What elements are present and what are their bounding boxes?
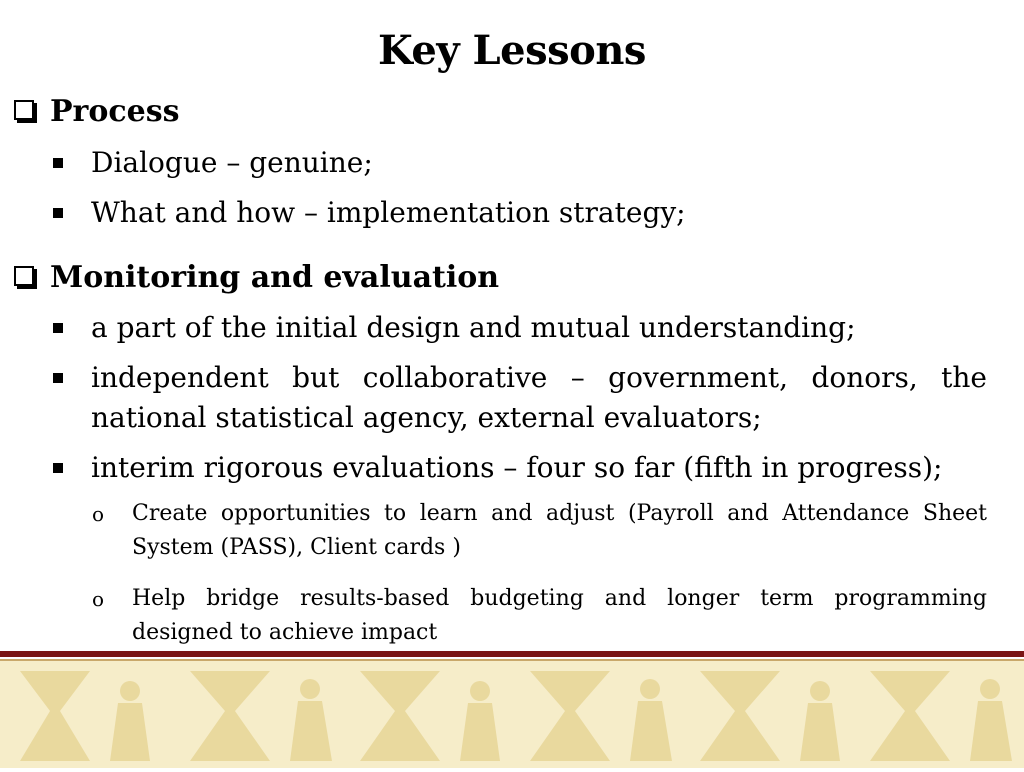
footer-pattern bbox=[0, 661, 1024, 768]
list-item bbox=[53, 448, 987, 488]
list-item bbox=[53, 308, 987, 348]
sub-list-item bbox=[92, 497, 987, 565]
list-item bbox=[53, 358, 987, 438]
square-bullet-icon bbox=[53, 158, 63, 168]
decorative-figures-pattern bbox=[0, 661, 1024, 768]
section-heading-label: Monitoring and evaluation bbox=[50, 260, 500, 295]
list-item-text: independent but collaborative – government, donors, the national statistical agency, external evaluators; bbox=[91, 361, 987, 434]
sub-list-item bbox=[92, 582, 987, 650]
slide-title: Key Lessons bbox=[378, 27, 646, 74]
checkbox-bullet-icon bbox=[14, 266, 34, 286]
square-bullet-icon bbox=[53, 323, 63, 333]
sub-list-item-text: Create opportunities to learn and adjust (Payroll and Attendance Sheet System (PASS), Client cards ) bbox=[132, 501, 987, 560]
square-bullet-icon bbox=[53, 373, 63, 383]
sub-list-item-text: Help bridge results-based budgeting and longer term programming designed to achieve impact bbox=[132, 586, 987, 645]
list-item-text: Dialogue – genuine; bbox=[91, 146, 373, 179]
section-heading-process bbox=[14, 94, 180, 130]
circle-bullet-icon: o bbox=[92, 502, 105, 526]
list-item-text: a part of the initial design and mutual understanding; bbox=[91, 311, 856, 344]
section-heading-label: Process bbox=[50, 94, 180, 129]
checkbox-bullet-icon bbox=[14, 100, 34, 120]
list-item bbox=[53, 143, 987, 183]
section-heading-monitoring bbox=[14, 260, 499, 296]
list-item-text: interim rigorous evaluations – four so far (fifth in progress); bbox=[91, 451, 943, 484]
list-item-text: What and how – implementation strategy; bbox=[91, 196, 686, 229]
square-bullet-icon bbox=[53, 208, 63, 218]
footer-band bbox=[0, 651, 1024, 657]
circle-bullet-icon: o bbox=[92, 587, 105, 611]
square-bullet-icon bbox=[53, 463, 63, 473]
list-item bbox=[53, 193, 987, 233]
